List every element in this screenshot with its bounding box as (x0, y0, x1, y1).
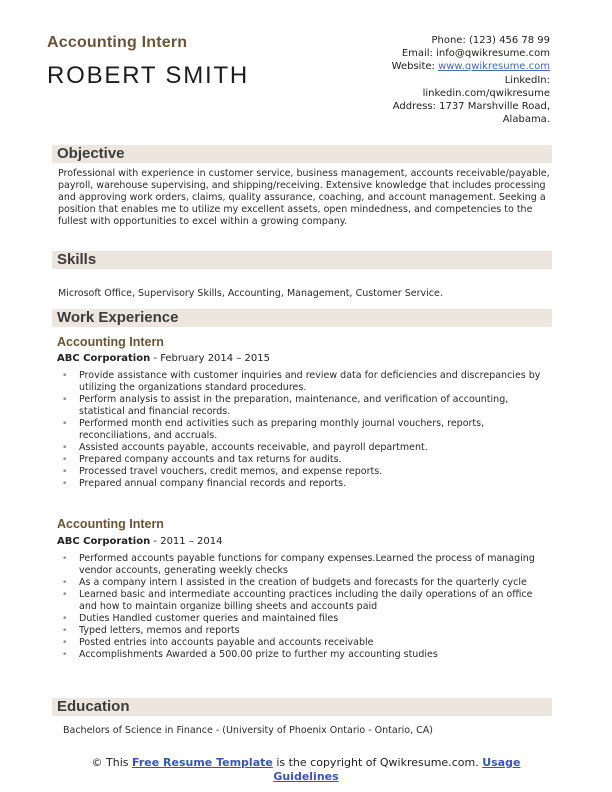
job-2-company-line (57, 536, 222, 548)
job-2-bullets (58, 553, 553, 661)
job-1-company: ABC Corporation (57, 353, 151, 364)
linkedin-label: LinkedIn: (504, 74, 550, 86)
bullet-icon: • (62, 395, 68, 405)
list-item: • Prepared annual company financial records and reports. (62, 478, 347, 489)
list-item: • Duties Handled customer queries and maintained files (62, 613, 339, 624)
address-line-2 (310, 113, 550, 126)
bullet-icon: • (62, 638, 68, 648)
bullet-icon: • (62, 614, 68, 624)
job-title: Accounting Intern (47, 34, 188, 51)
skills-section-bar (52, 251, 552, 269)
job-2-dates: - 2011 – 2014 (150, 536, 223, 547)
list-item: • Provide assistance with customer inquiries and review data for deficiencies and discrepancies by utilizing the organizations standard procedures. (62, 370, 541, 393)
email-value[interactable]: info@qwikresume.com (436, 48, 550, 60)
address-label: Address: (392, 101, 436, 113)
free-resume-template-link[interactable]: Free Resume Template (132, 756, 273, 769)
website-line (310, 60, 550, 73)
list-item: • Accomplishments Awarded a 500.00 prize to further my accounting studies (62, 649, 438, 660)
bullet-icon: • (62, 590, 68, 600)
contact-block (310, 34, 550, 126)
bullet-icon: • (62, 371, 68, 381)
phone-label: Phone: (431, 35, 466, 46)
list-item: • Assisted accounts payable, accounts receivable, and payroll department. (62, 442, 428, 453)
linkedin-line (310, 87, 550, 100)
list-item: • Perform analysis to assist in the preparation, maintenance, and verification of accounting, statistical and financial records. (62, 394, 509, 417)
job-2-company: ABC Corporation (57, 536, 151, 547)
bullet-icon: • (62, 419, 68, 429)
footer-prefix: © This (91, 756, 133, 769)
footer (0, 756, 612, 784)
bullet-icon: • (62, 578, 68, 588)
bullet-icon: • (62, 650, 68, 660)
skills-heading: Skills (57, 251, 97, 268)
job-1-dates: - February 2014 – 2015 (150, 353, 270, 364)
list-item: • Typed letters, memos and reports (62, 625, 240, 636)
linkedin-label-line (310, 74, 550, 87)
list-item: • As a company intern I assisted in the creation of budgets and forecasts for the quarterly cycle (62, 577, 527, 588)
list-item: • Posted entries into accounts payable and accounts receivable (62, 637, 374, 648)
address-line (310, 100, 550, 113)
job-1-title: Accounting Intern (57, 335, 164, 349)
objective-section-bar (52, 145, 552, 163)
job-1-company-line (57, 353, 270, 365)
list-item: • Performed month end activities such as preparing monthly journal vouchers, reports, reconciliations, and accruals. (62, 418, 485, 441)
job-1-bullets (58, 370, 553, 490)
email-label: Email: (401, 48, 433, 60)
bullet-icon: • (62, 554, 68, 564)
usage-link[interactable]: Usage (482, 756, 521, 769)
address-value-1: 1737 Marshville Road, (439, 101, 550, 113)
person-name: ROBERT SMITH (47, 62, 250, 89)
list-item: • Performed accounts payable functions for company expenses.Learned the process of managing vendor accounts, generating weekly checks (62, 553, 535, 576)
footer-middle: is the copyright of Qwikresume.com. (272, 756, 483, 769)
list-item: • Processed travel vouchers, credit memos, and expense reports. (62, 466, 383, 477)
bullet-icon: • (62, 467, 68, 477)
linkedin-value[interactable]: linkedin.com/qwikresume (422, 87, 550, 99)
skills-text: Microsoft Office, Supervisory Skills, Accounting, Management, Customer Service. (58, 288, 443, 299)
education-heading: Education (57, 698, 130, 715)
bullet-icon: • (62, 455, 68, 465)
guidelines-link[interactable]: Guidelines (273, 770, 339, 783)
list-item: • Prepared company accounts and tax returns for audits. (62, 454, 342, 465)
bullet-icon: • (62, 626, 68, 636)
education-text: Bachelors of Science in Finance - (University of Phoenix Ontario - Ontario, CA) (63, 725, 433, 736)
email-line (310, 47, 550, 60)
phone-line (310, 34, 550, 47)
list-item: • Learned basic and intermediate accounting practices including the daily operations of an office and how to maintain organize billing sheets and accounts paid (62, 589, 533, 612)
bullet-icon: • (62, 443, 68, 453)
website-label: Website: (391, 61, 435, 73)
work-heading: Work Experience (57, 309, 179, 326)
objective-text: Professional with experience in customer service, business management, accounts receivable/payable, payroll, warehouse supervising, and shipping/receiving. Extensive knowledge that includes processing and approving work orders, claims, quality assurance, coaching, and account management. Seeking a position that enables me to utilize my excellent assets, open mindedness, and competencies to the fullest with opportunities to excel within a growing company. (58, 168, 550, 227)
job-2-title: Accounting Intern (57, 517, 164, 531)
objective-heading: Objective (57, 145, 125, 162)
website-link[interactable]: www.qwikresume.com (438, 61, 550, 73)
bullet-icon: • (62, 479, 68, 489)
phone-value: (123) 456 78 99 (469, 35, 550, 46)
address-value-2: Alabama. (502, 114, 550, 126)
